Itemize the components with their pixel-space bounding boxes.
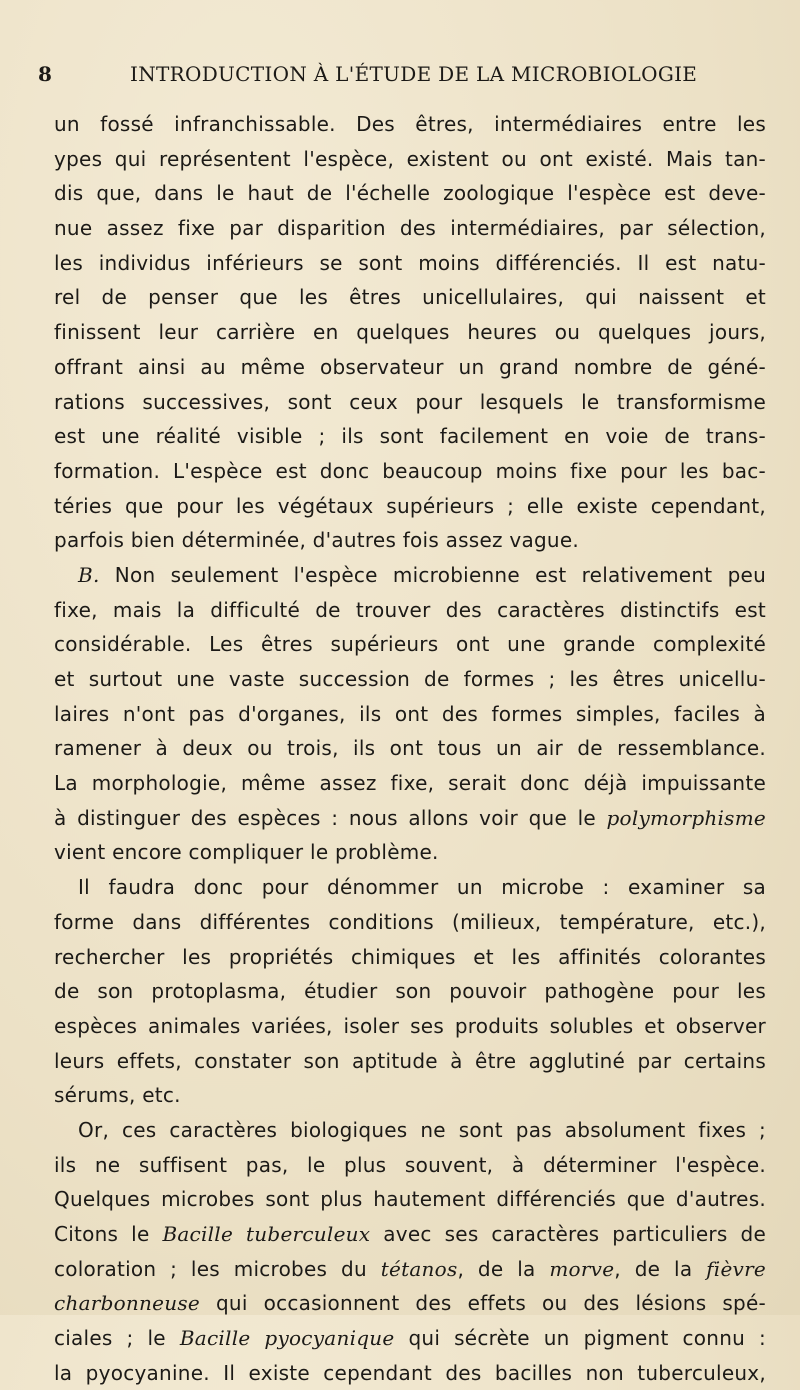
text-span: ciales ; le (54, 1326, 180, 1351)
text-span: , de la (614, 1256, 707, 1281)
text-span: coloration ; les microbes du (54, 1256, 381, 1281)
text-line: Or, ces caractères biologiques ne sont pas absolument fixes ; (78, 1117, 766, 1142)
text-line: La morphologie, même assez fixe, serait donc déjà impuissante (54, 771, 766, 796)
running-title: INTRODUCTION À L'ÉTUDE DE LA MICROBIOLOGIE (130, 62, 698, 86)
text-line: dis que, dans le haut de l'échelle zoologique l'espèce est deve- (54, 181, 766, 206)
text-line: rechercher les propriétés chimiques et les affinités colorantes (54, 944, 766, 969)
italic-term: polymorphisme (606, 805, 766, 830)
text-line (54, 1252, 766, 1287)
italic-term: Bacille tuberculeux (162, 1222, 371, 1246)
text-line: de son protoplasma, étudier son pouvoir pathogène pour les (54, 979, 766, 1004)
text-line: finissent leur carrière en quelques heures ou quelques jours, (54, 320, 766, 345)
text-line: est une réalité visible ; ils sont facilement en voie de trans- (54, 424, 766, 449)
text-line (54, 558, 766, 593)
text-line (54, 1286, 766, 1321)
italic-term: tétanos (380, 1256, 458, 1281)
text-line: Il faudra donc pour dénommer un microbe : examiner sa (78, 875, 766, 900)
text-span: Non seulement l'espèce microbienne est relativement peu (99, 562, 766, 587)
section-marker: B. (78, 562, 100, 587)
text-line (54, 801, 766, 836)
text-line: ramener à deux ou trois, ils ont tous un air de ressemblance. (54, 736, 766, 761)
text-line: rel de penser que les êtres unicellulaires, qui naissent et (54, 285, 766, 310)
text-span: Citons le (54, 1222, 163, 1246)
text-line: parfois bien déterminée, d'autres fois assez vague. (54, 528, 580, 553)
text-line: vient encore compliquer le problème. (54, 840, 439, 865)
text-line: considérable. Les êtres supérieurs ont une grande complexité (54, 632, 766, 657)
text-line: téries que pour les végétaux supérieurs ; elle existe cependant, (54, 493, 766, 518)
italic-term: Bacille pyocyanique (179, 1326, 395, 1351)
text-line (54, 1217, 766, 1252)
text-line: et surtout une vaste succession de formes ; les êtres unicellu- (54, 667, 766, 691)
text-span: avec ses caractères particuliers de (370, 1222, 766, 1246)
text-span: , de la (457, 1256, 550, 1281)
text-line: espèces animales variées, isoler ses produits solubles et observer (54, 1013, 766, 1038)
text-line: laires n'ont pas d'organes, ils ont des formes simples, faciles à (54, 701, 766, 726)
italic-term: fièvre (706, 1256, 766, 1281)
text-span: à distinguer des espèces : nous allons voir que le (54, 805, 607, 830)
text-line: formation. L'espèce est donc beaucoup moins fixe pour les bac- (54, 458, 766, 483)
text-line: offrant ainsi au même observateur un grand nombre de géné- (54, 354, 766, 379)
text-line: forme dans différentes conditions (milieux, température, etc.), (54, 909, 766, 934)
text-line: Quelques microbes sont plus hautement différenciés que d'autres. (54, 1187, 766, 1212)
text-line: la pyocyanine. Il existe cependant des bacilles non tuberculeux, (54, 1360, 766, 1385)
text-line: ils ne suffisent pas, le plus souvent, à déterminer l'espèce. (54, 1152, 766, 1177)
text-line: sérums, etc. (54, 1083, 181, 1108)
italic-term: morve (549, 1256, 615, 1281)
text-line: leurs effets, constater son aptitude à être agglutiné par certains (54, 1048, 766, 1073)
text-line (54, 1321, 766, 1356)
text-line: ypes qui représentent l'espèce, existent ou ont existé. Mais tan- (54, 146, 766, 171)
text-span: qui occasionnent des effets ou des lésions spé- (200, 1291, 766, 1316)
body-text (54, 107, 766, 1390)
text-line: les individus inférieurs se sont moins différenciés. Il est natu- (54, 250, 766, 275)
text-line: rations successives, sont ceux pour lesquels le transformisme (54, 389, 766, 414)
page-number: 8 (38, 62, 53, 86)
text-line: fixe, mais la difficulté de trouver des caractères distinctifs est (54, 597, 766, 622)
text-line: un fossé infranchissable. Des êtres, intermédiaires entre les (54, 112, 766, 136)
running-head (38, 62, 768, 92)
italic-term: charbonneuse (54, 1291, 200, 1316)
text-line: nue assez fixe par disparition des intermédiaires, par sélection, (54, 216, 766, 241)
text-span: qui sécrète un pigment connu : (394, 1326, 766, 1351)
